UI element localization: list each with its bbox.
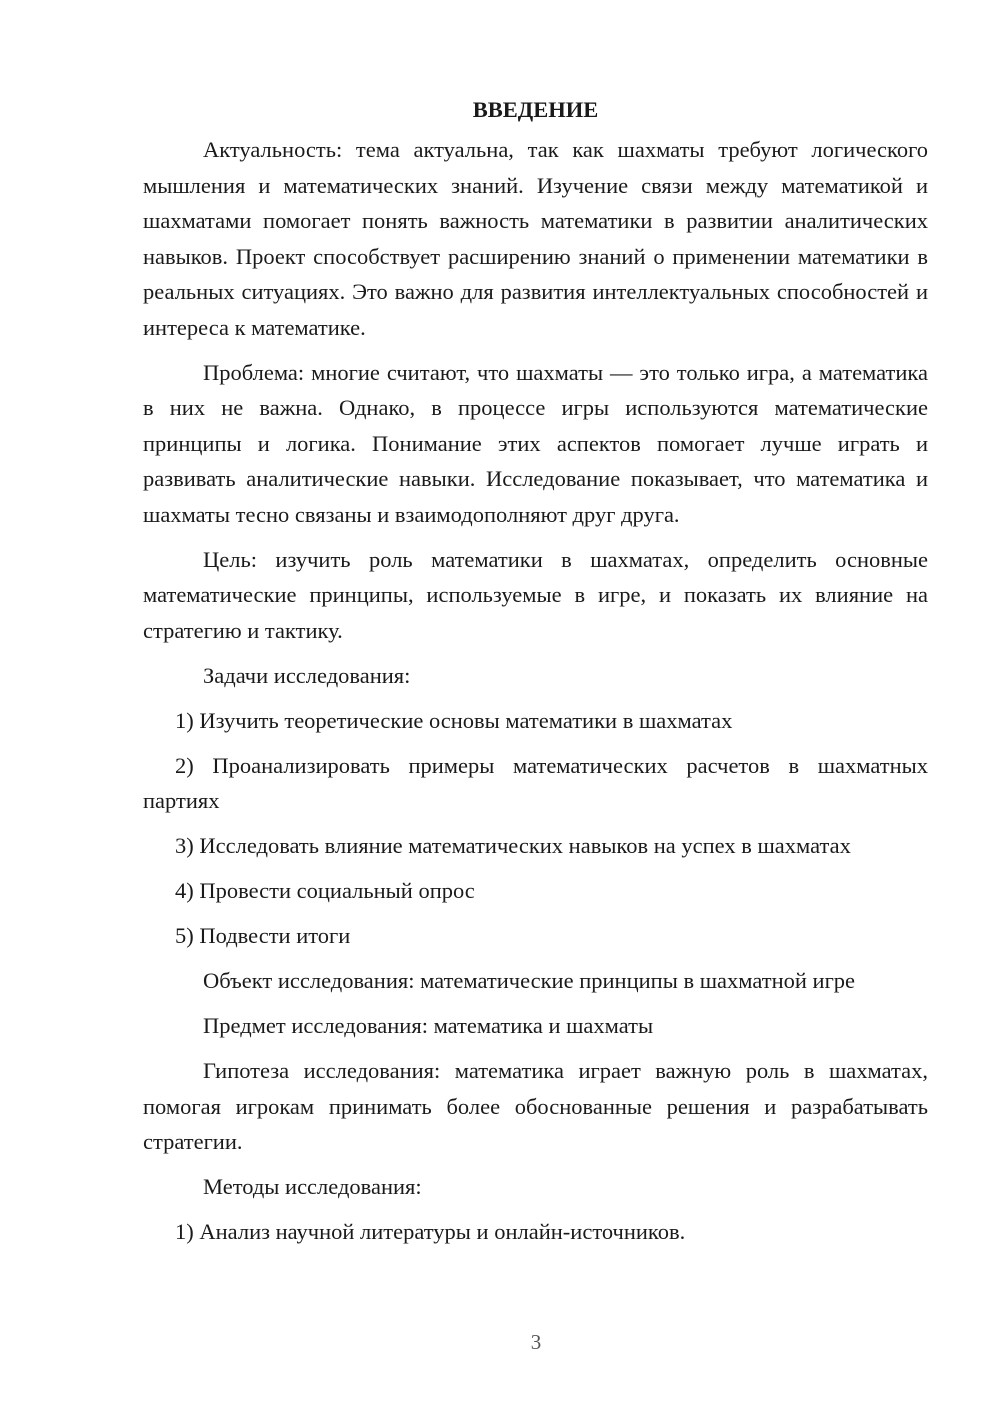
paragraph-relevance: Актуальность: тема актуальна, так как шахматы требуют логического мышления и математических знаний. Изучение связи между математикой и шахматами помогает понять важность математики в развитии аналитических навыков. Проект способствует расширению знаний о применении математики в реальных ситуациях. Это важно для развития интеллектуальных способностей и интереса к математике. [143, 137, 928, 340]
task-item-3: 3) Исследовать влияние математических навыков на успех в шахматах [175, 833, 851, 858]
method-item-1: 1) Анализ научной литературы и онлайн-источников. [175, 1219, 686, 1244]
tasks-heading: Задачи исследования: [203, 662, 411, 688]
section-title: ВВЕДЕНИЕ [472, 97, 599, 122]
paragraph-hypothesis: Гипотеза исследования: математика играет важную роль в шахматах, помогая игрокам принимать более обоснованные решения и разрабатывать стратегии. [143, 1058, 928, 1154]
task-item-1: 1) Изучить теоретические основы математики в шахматах [175, 707, 733, 733]
task-item-2: 2) Проанализировать примеры математических расчетов в шахматных партиях [143, 752, 928, 813]
task-item-5: 5) Подвести итоги [175, 923, 351, 948]
task-item-4: 4) Провести социальный опрос [175, 878, 475, 903]
paragraph-subject: Предмет исследования: математика и шахматы [203, 1013, 654, 1038]
page-content [143, 92, 928, 1259]
methods-heading: Методы исследования: [203, 1174, 422, 1199]
paragraph-problem: Проблема: многие считают, что шахматы — это только игра, а математика в них не важна. Однако, в процессе игры используются математические принципы и логика. Понимание этих аспектов помогает лучше играть и развивать аналитические навыки. Исследование показывает, что математика и шахматы тесно связаны и взаимодополняют друг друга. [143, 359, 928, 527]
page-number: 3 [530, 1330, 542, 1354]
paragraph-object: Объект исследования: математические принципы в шахматной игре [203, 968, 856, 993]
paragraph-goal: Цель: изучить роль математики в шахматах, определить основные математические принципы, используемые в игре, и показать их влияние на стратегию и тактику. [143, 546, 928, 643]
